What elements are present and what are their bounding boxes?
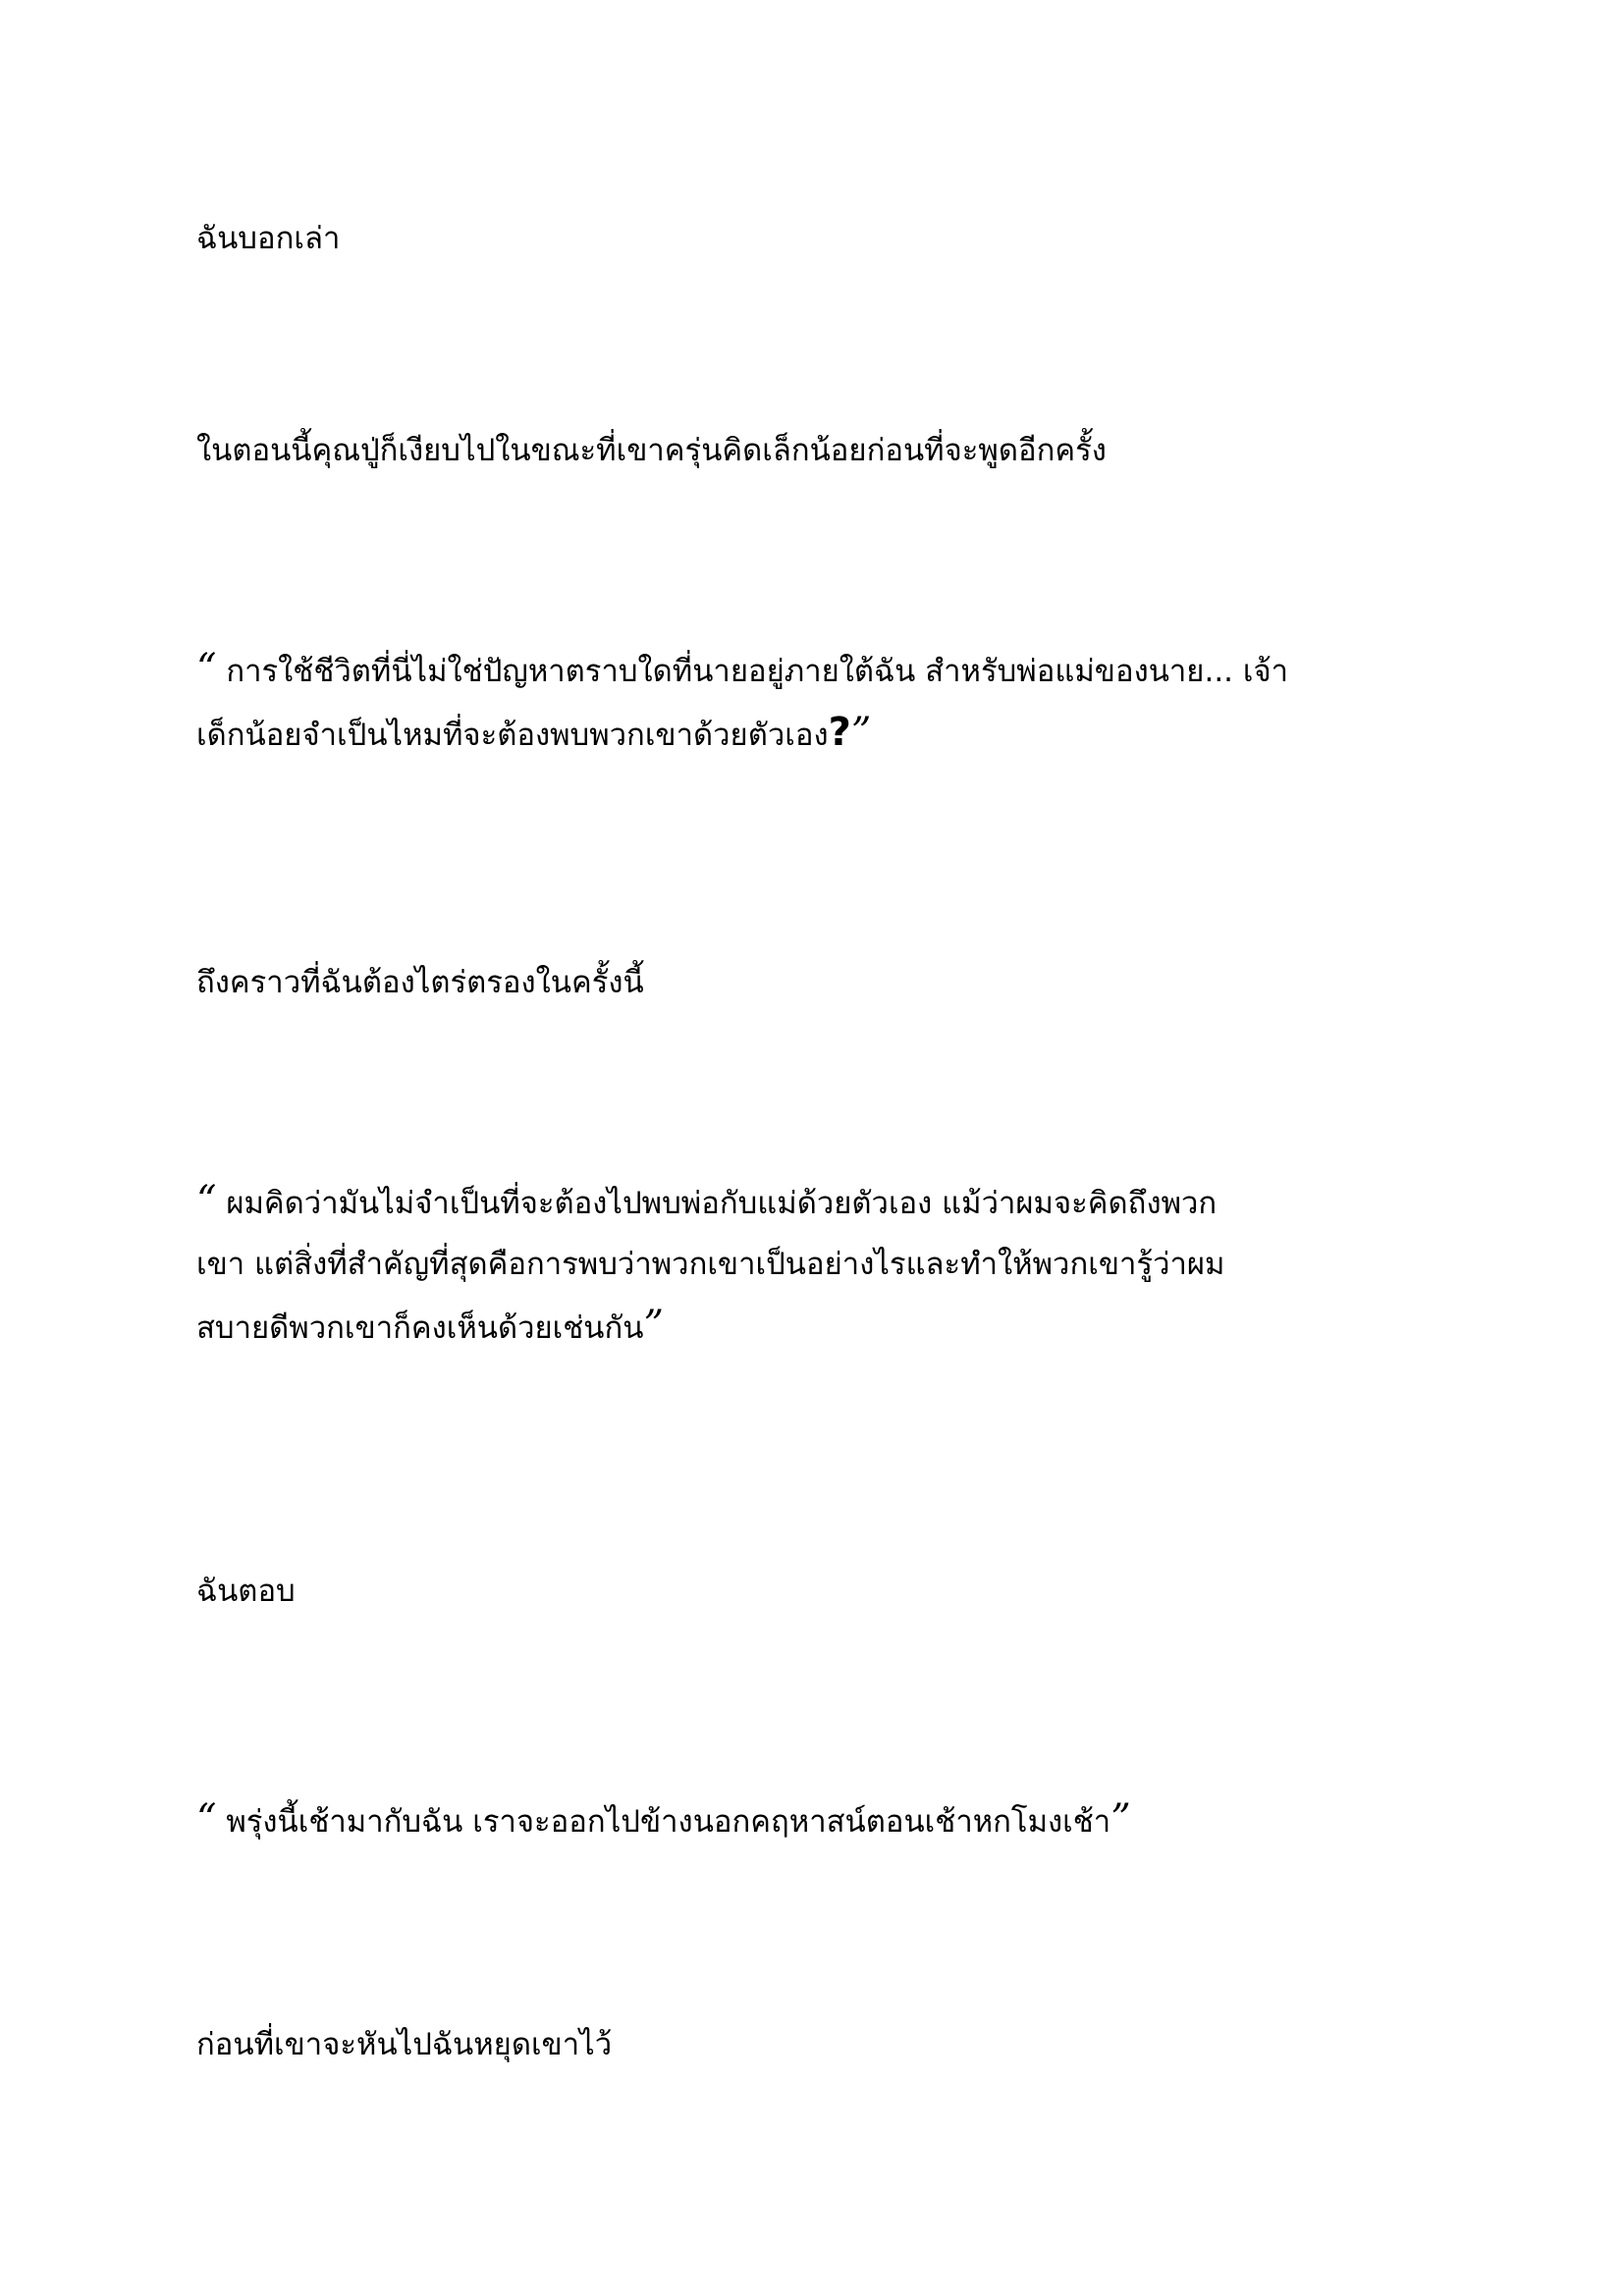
- paragraph-line: [196, 702, 1453, 766]
- paragraph-narration-3: [196, 952, 1453, 1013]
- paragraph-narration-5: [196, 2014, 1453, 2075]
- paragraph-text: ฉันบอกเล่า: [196, 221, 341, 256]
- paragraph-line: [196, 1295, 1453, 1359]
- open-quote: “: [196, 1178, 217, 1223]
- paragraph-text: ก่อนที่เขาจะหันไปฉันหยุดเขาไว้: [196, 2027, 613, 2062]
- paragraph-narration-1: [196, 208, 1453, 269]
- paragraph-line: [196, 1789, 1453, 1852]
- dialogue-text: พรุ่งนี้เช้ามากับฉัน เราจะออกไปข้างนอกคฤหาสน์ตอนเช้าหกโมงเช้า: [226, 1804, 1111, 1840]
- dialogue-text: เขา แต่สิ่งที่สำคัญที่สุดคือการพบว่าพวกเขาเป็นอย่างไรและทำให้พวกเขารู้ว่าผม: [196, 1247, 1225, 1282]
- paragraph-line: [196, 638, 1453, 702]
- paragraph-narration-4: [196, 1561, 1453, 1622]
- close-quote: ”: [643, 1303, 664, 1348]
- paragraph-text: ฉันตอบ: [196, 1574, 296, 1609]
- paragraph-dialogue-2: [196, 1170, 1453, 1359]
- paragraph-narration-2: [196, 420, 1453, 481]
- paragraph-dialogue-3: [196, 1789, 1453, 1852]
- paragraph-dialogue-1: [196, 638, 1453, 766]
- dialogue-text: การใช้ชีวิตที่นี่ไม่ใช่ปัญหาตราบใดที่นายอยู่ภายใต้ฉัน สำหรับพ่อแม่ของนาย... เจ้า: [226, 654, 1289, 689]
- dialogue-text: สบายดีพวกเขาก็คงเห็นด้วยเช่นกัน: [196, 1310, 644, 1346]
- paragraph-text: ในตอนนี้คุณปู่ก็เงียบไปในขณะที่เขาครุ่นคิดเล็กน้อยก่อนที่จะพูดอีกครั้ง: [196, 433, 1107, 468]
- close-quote: ”: [850, 710, 872, 755]
- paragraph-line: [196, 1170, 1453, 1234]
- open-quote: “: [196, 1796, 217, 1842]
- question-mark: ?: [828, 710, 851, 755]
- dialogue-text: เด็กน้อยจำเป็นไหมที่จะต้องพบพวกเขาด้วยตัวเอง: [196, 718, 829, 753]
- paragraph-text: ถึงคราวที่ฉันต้องไตร่ตรองในครั้งนี้: [196, 965, 644, 1000]
- open-quote: “: [196, 646, 217, 691]
- close-quote: ”: [1110, 1796, 1131, 1842]
- paragraph-line: [196, 1234, 1453, 1295]
- dialogue-text: ผมคิดว่ามันไม่จำเป็นที่จะต้องไปพบพ่อกับแม่ด้วยตัวเอง แม้ว่าผมจะคิดถึงพวก: [226, 1186, 1218, 1221]
